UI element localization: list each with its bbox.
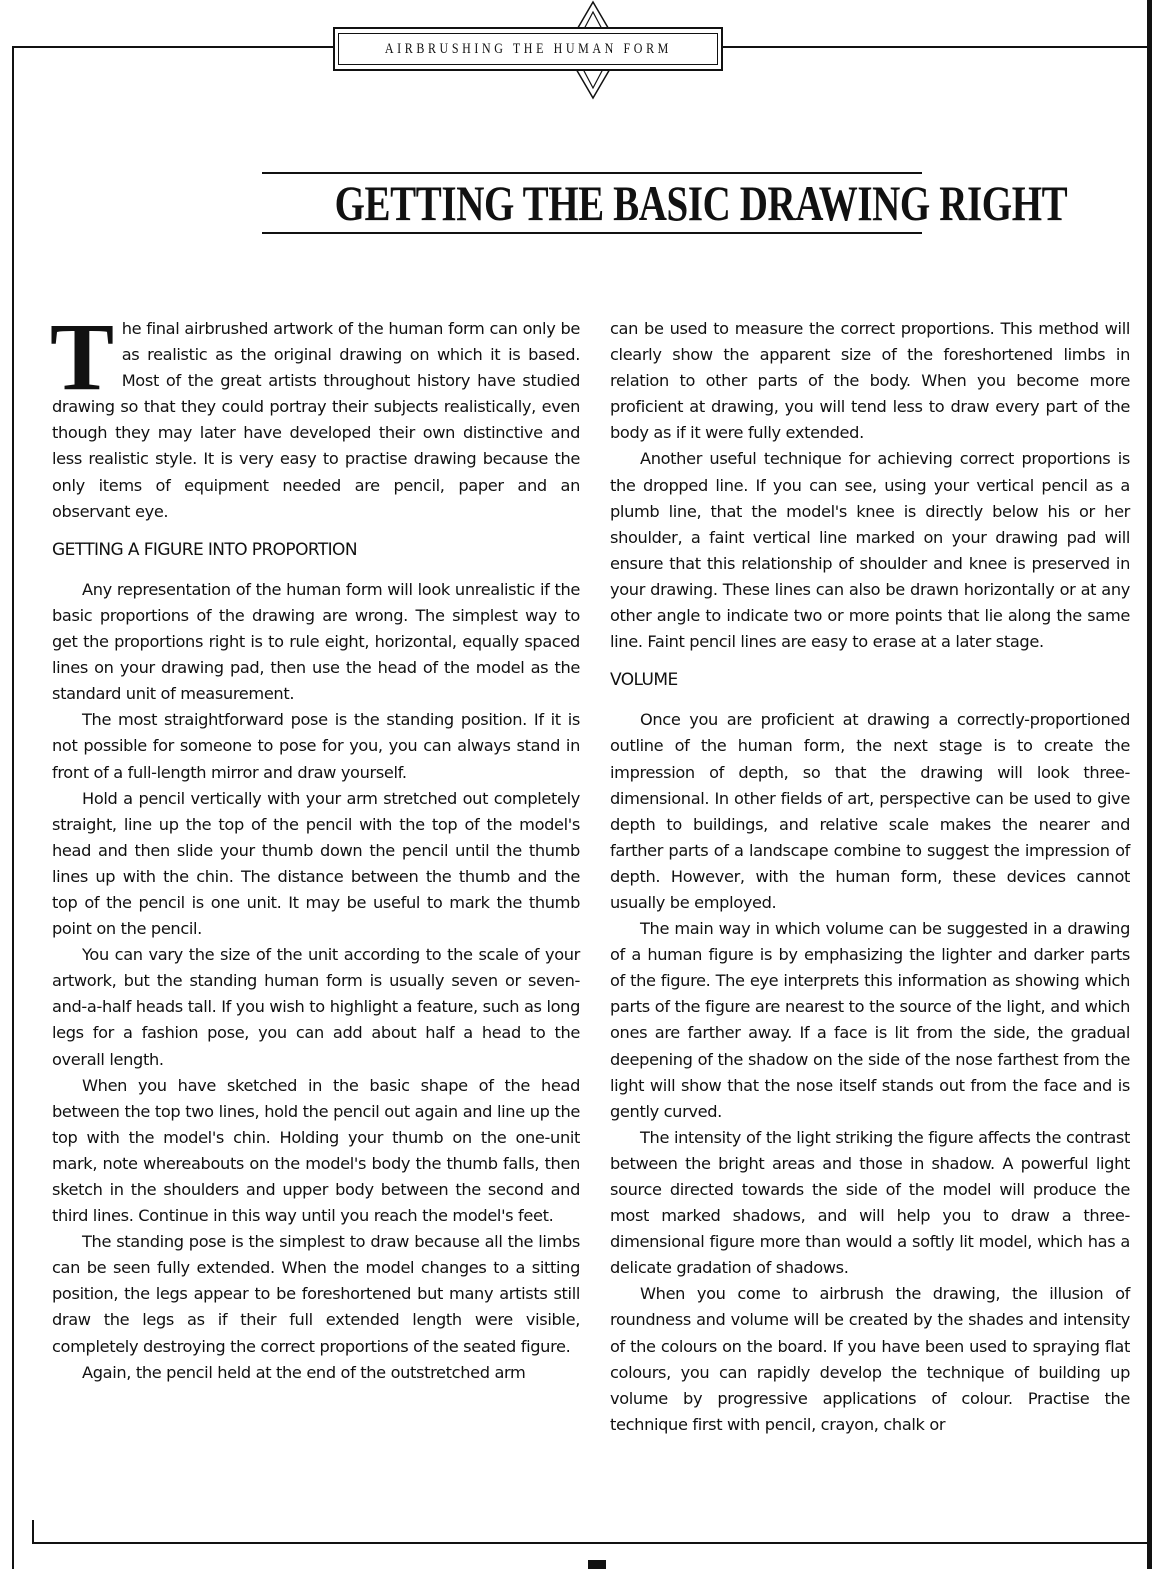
body-paragraph: The standing pose is the simplest to draw because all the limbs can be seen fully extended. When the model changes to a sitting position, the legs appear to be foreshortened but many artists still draw the legs as if their full extended length were visible, completely destroying the correct proportions of the seated figure. [52, 1232, 580, 1356]
body-paragraph: Any representation of the human form will look unrealistic if the basic proportions of the drawing are wrong. The simplest way to get the proportions right is to rule eight, horizontal, equally spaced lines on your drawing pad, then use the head of the model as the standard unit of measurement. [52, 579, 580, 704]
frame-bottom-rule [32, 1542, 1152, 1544]
page-title-block [262, 172, 1068, 234]
intro-paragraph [50, 303, 580, 525]
running-header [333, 27, 723, 71]
body-paragraph: You can vary the size of the unit according to the scale of your artwork, but the standing human form is usually seven or seven-and-a-half heads tall. If you wish to highlight a feature, such as long legs for a fashion pose, you can add about half a head to the overall length. [52, 945, 580, 1069]
body-paragraph: Again, the pencil held at the end of the outstretched arm [82, 1362, 526, 1382]
intro-text: he final airbrushed artwork of the human form can only be as realistic as the original drawing on which it is based. Most of the great artists throughout history have studied drawing so that they could portray their subjects realistically, even though they may later have developed their own distinctive and less realistic style. It is very easy to practise drawing because the only items of equipment needed are pencil, paper and an observant eye. [52, 319, 580, 521]
page-folio-mark [588, 1560, 606, 1569]
body-paragraph: Once you are proficient at drawing a correctly-proportioned outline of the human form, the next stage is to create the impression of depth, so that the drawing will look three-dimensional. In other fields of art, perspective can be used to give depth to buildings, and relative scale makes the nearer and farther parts of a landscape combine to suggest the impression of depth. However, with the human form, these devices cannot usually be employed. [610, 710, 1130, 912]
frame-right-rule [1147, 0, 1152, 1569]
body-column-right [610, 316, 1130, 1438]
title-rule-top [262, 172, 922, 174]
drop-cap: T [50, 303, 114, 410]
running-header-title: AIRBRUSHING THE HUMAN FORM [384, 40, 672, 57]
body-paragraph-continued: can be used to measure the correct proportions. This method will clearly show the apparent size of the foreshortened limbs in relation to other parts of the body. When you become more proficient at drawing, you will tend less to draw every part of the body as if it were fully extended. [610, 319, 1130, 443]
body-paragraph: The main way in which volume can be suggested in a drawing of a human figure is by emphasizing the lighter and darker parts of the figure. The eye interprets this information as showing which parts of the figure are nearest to the source of the light, and which ones are farther away. If a face is lit from the side, the gradual deepening of the shadow on the side of the nose farthest from the light will show that the nose itself stands out from the face and is gently curved. [610, 919, 1130, 1121]
body-paragraph: Another useful technique for achieving correct proportions is the dropped line. If you can see, using your vertical pencil as a plumb line, that the model's knee is directly below his or her shoulder, a faint vertical line marked on your drawing pad will ensure that this relationship of shoulder and knee is preserved in your drawing. These lines can also be drawn horizontally or at any other angle to indicate two or more points that lie along the same line. Faint pencil lines are easy to erase at a later stage. [610, 449, 1130, 652]
running-header-inner-frame [338, 33, 718, 65]
page-title: GETTING THE BASIC DRAWING RIGHT [334, 175, 1068, 231]
frame-bottom-left-rule [32, 1520, 34, 1543]
section-heading-volume: VOLUME [610, 670, 678, 691]
body-paragraph: The most straightforward pose is the standing position. If it is not possible for someone to pose for you, you can always stand in front of a full-length mirror and draw yourself. [52, 710, 580, 782]
frame-left-rule [12, 46, 14, 1569]
section-heading-proportion: GETTING A FIGURE INTO PROPORTION [52, 539, 357, 560]
body-paragraph: The intensity of the light striking the figure affects the contrast between the bright areas and those in shadow. A powerful light source directed towards the side of the model will produce the most marked shadows, and will help you to draw a three-dimensional figure more than would a softly lit model, which has a delicate gradation of shadows. [610, 1127, 1130, 1278]
body-paragraph: When you have sketched in the basic shape of the head between the top two lines, hold the pencil out again and line up the top with the model's chin. Holding your thumb on the one-unit mark, note whereabouts on the model's body the thumb falls, then sketch in the shoulders and upper body between the second and third lines. Continue in this way until you reach the model's feet. [52, 1075, 580, 1226]
title-rule-bottom [262, 232, 922, 234]
body-paragraph: When you come to airbrush the drawing, the illusion of roundness and volume will be created by the shades and intensity of the colours on the board. If you have been used to spraying flat colours, you can rapidly develop the technique of building up volume by progressive applications of colour. Practise the technique first with pencil, crayon, chalk or [610, 1284, 1130, 1434]
body-paragraph: Hold a pencil vertically with your arm stretched out completely straight, line up the top of the pencil with the top of the model's head and then slide your thumb down the pencil until the thumb lines up with the chin. The distance between the thumb and the top of the pencil is one unit. It may be useful to mark the thumb point on the pencil. [52, 788, 580, 939]
body-column-left [50, 303, 580, 1386]
